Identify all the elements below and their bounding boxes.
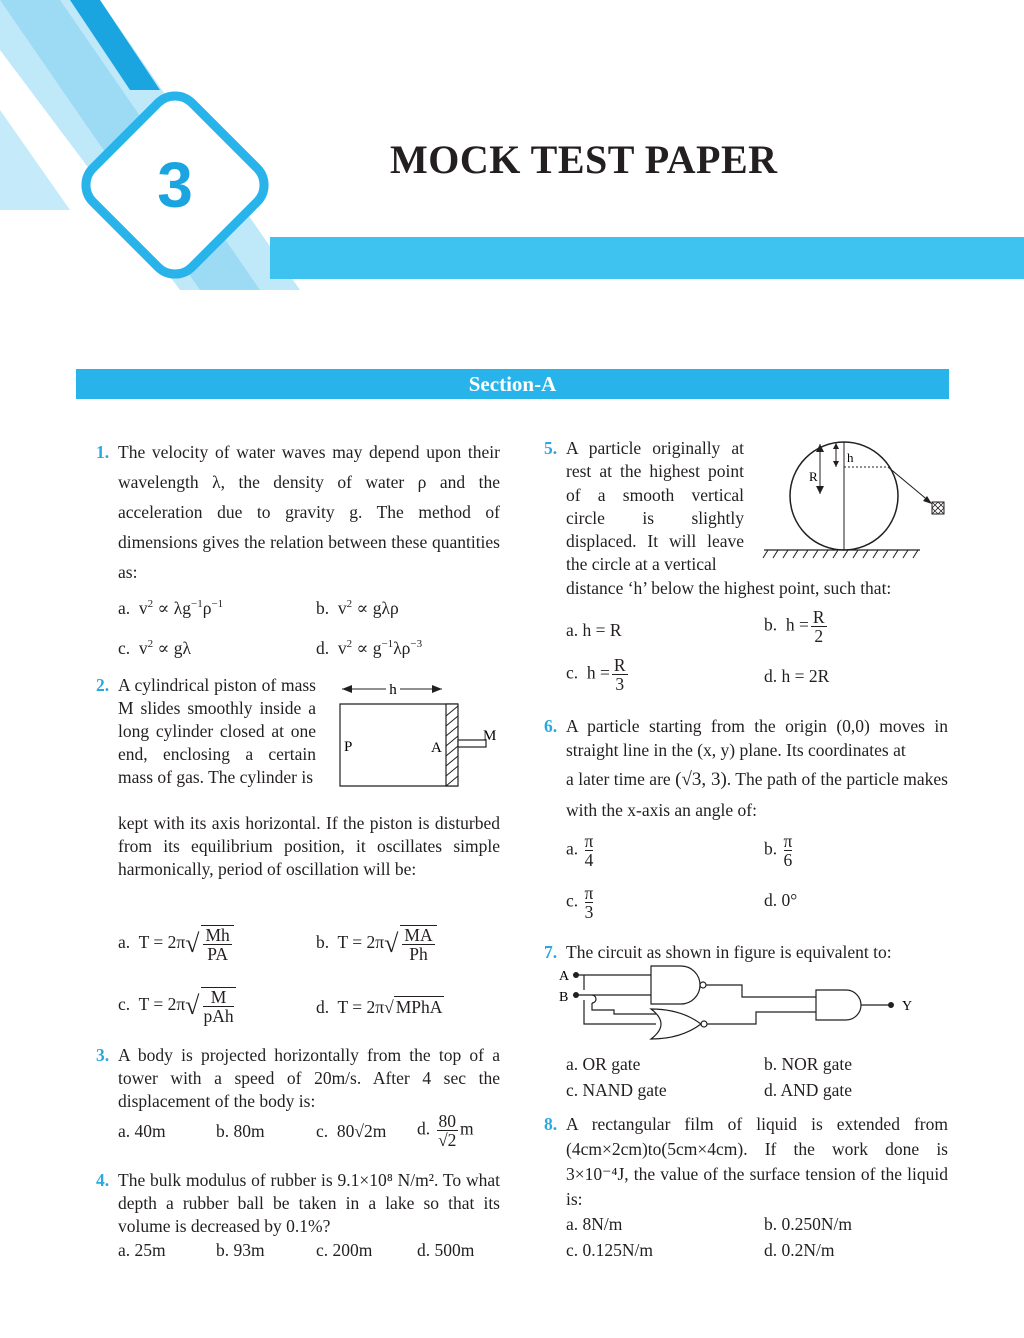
circle-diagram <box>760 436 952 568</box>
question-1 <box>96 437 500 587</box>
option-c[interactable]: c. $v^2 \propto g\lambda$ <box>118 638 191 658</box>
question-8: 8. A rectangular film of liquid is extended from (4cm×2cm)to(5cm×4cm). If the work done is 3×10⁻⁴J, the value of the surface tension of the liquid is: <box>544 1114 948 1209</box>
bulk-modulus-value: 9.1×10⁸ N/m² <box>337 1170 435 1190</box>
logic-circuit-diagram <box>556 962 926 1042</box>
option-d[interactable]: d. T = 2π√ MPhA <box>316 997 443 1017</box>
svg-text:A: A <box>559 969 570 984</box>
question-number: 5. <box>544 438 558 458</box>
question-2 <box>96 674 316 789</box>
option-a[interactable]: a. h = R <box>566 620 622 640</box>
question-number: 1. <box>96 442 110 462</box>
option-c[interactable]: c. 200m <box>316 1240 373 1260</box>
option-d[interactable]: d. $v^2 \propto g^{-1}\lambda\rho^{-3}$ <box>316 638 423 658</box>
option-b[interactable]: b. $v^2 \propto g\lambda\rho$ <box>316 598 399 618</box>
option-d[interactable]: d. h = 2R <box>764 666 830 686</box>
option-b[interactable]: b. 93m <box>216 1240 265 1260</box>
option-d[interactable]: d. AND gate <box>764 1080 852 1100</box>
option-d[interactable]: d. 0° <box>764 890 798 910</box>
question-text: A body is projected horizontally from the top of a tower with a speed of 20m/s. After 4 sec the displacement of the body is: <box>118 1045 500 1111</box>
option-a[interactable]: a. T = 2π√ $\frac{Mh}{PA}$ <box>118 925 236 963</box>
question-number: 2. <box>96 675 110 695</box>
svg-text:R: R <box>809 469 818 484</box>
question-6-cont: a later time are (√3, 3). The path of the particle makes with the x-axis an angle of: <box>566 769 948 820</box>
question-3 <box>96 1044 500 1113</box>
option-b[interactable]: b. 0.250N/m <box>764 1214 852 1234</box>
question-6: 6. A particle starting from the origin (0,0) moves in straight line in the (x, y) plane. Its coordinates at <box>544 716 948 760</box>
svg-text:M: M <box>483 728 497 744</box>
page-title: MOCK TEST PAPER <box>390 137 778 182</box>
option-a[interactable]: a. 25m <box>118 1240 166 1260</box>
option-b[interactable]: b. h = $\frac{R}{2}$ <box>764 607 825 646</box>
question-number: 7. <box>544 942 558 962</box>
question-number: 4. <box>96 1170 110 1190</box>
option-a[interactable]: a. $v^2 \propto \lambda g^{-1}\rho^{-1}$ <box>118 598 224 618</box>
question-number: 3. <box>96 1045 110 1065</box>
svg-text:P: P <box>344 739 353 755</box>
option-b[interactable]: b. NOR gate <box>764 1054 852 1074</box>
question-number: 6. <box>544 716 558 736</box>
option-c[interactable]: c. T = 2π√ $\frac{M}{\text{pAh}}$ <box>118 987 234 1026</box>
question-5-cont: distance ‘h’ below the highest point, such that: <box>566 578 892 598</box>
work-value: 3×10⁻⁴J <box>566 1164 625 1184</box>
chapter-number: 3 <box>157 149 193 221</box>
piston-diagram <box>330 676 510 796</box>
question-4: 4. The bulk modulus of rubber is 9.1×10⁸ N/m². To what depth a rubber ball be taken in a lake so that its volume is decreased by 0.1%? <box>96 1170 500 1236</box>
svg-text:h: h <box>847 450 854 465</box>
option-c[interactable]: c. $\frac{\pi}{3}$ <box>566 883 594 922</box>
option-c[interactable]: c. h = $\frac{R}{3}$ <box>566 655 626 694</box>
question-text: A cylindrical piston of mass M slides smoothly inside a long cylinder closed at one end, enclosing a certain mass of gas. The cylinder is <box>118 675 316 787</box>
option-d[interactable]: d. $\frac{80}{√2}$ m <box>417 1111 474 1150</box>
section-header: Section-A <box>76 369 949 399</box>
option-c[interactable]: c. NAND gate <box>566 1080 667 1100</box>
svg-text:h: h <box>389 682 397 698</box>
option-a[interactable]: a. 40m <box>118 1121 166 1141</box>
question-text: The velocity of water waves may depend upon their wavelength λ, the density of water ρ and the acceleration due to gravity g. The method of dimensions gives the relation between these quantities as: <box>118 442 500 582</box>
svg-text:B: B <box>559 990 569 1005</box>
question-5 <box>544 437 744 577</box>
option-d[interactable]: d. 0.2N/m <box>764 1240 835 1260</box>
question-number: 8. <box>544 1114 558 1134</box>
svg-text:A: A <box>431 740 442 756</box>
question-text: A particle originally at rest at the highest point of a smooth vertical circle is slightly displaced. It will leave the circle at a vertical <box>566 438 744 575</box>
option-a[interactable]: a. 8N/m <box>566 1214 623 1234</box>
option-b[interactable]: b. T = 2π√ $\frac{MA}{Ph}$ <box>316 925 439 963</box>
option-d[interactable]: d. 500m <box>417 1240 475 1260</box>
option-a[interactable]: a. OR gate <box>566 1054 641 1074</box>
option-c[interactable]: c. 0.125N/m <box>566 1240 654 1260</box>
option-c[interactable]: c. 80√2m <box>316 1121 387 1141</box>
svg-text:Y: Y <box>902 999 913 1014</box>
film-dimensions: (4cm×2cm)to(5cm×4cm) <box>566 1139 744 1159</box>
question-2-cont: kept with its axis horizontal. If the piston is disturbed from its equilibrium position, it oscillates simple harmonically, period of oscillation will be: <box>118 813 500 879</box>
option-a[interactable]: a. $\frac{\pi}{4}$ <box>566 831 594 870</box>
option-b[interactable]: b. $\frac{\pi}{6}$ <box>764 831 793 870</box>
option-b[interactable]: b. 80m <box>216 1121 265 1141</box>
question-7: 7. The circuit as shown in figure is equivalent to: <box>544 942 892 962</box>
